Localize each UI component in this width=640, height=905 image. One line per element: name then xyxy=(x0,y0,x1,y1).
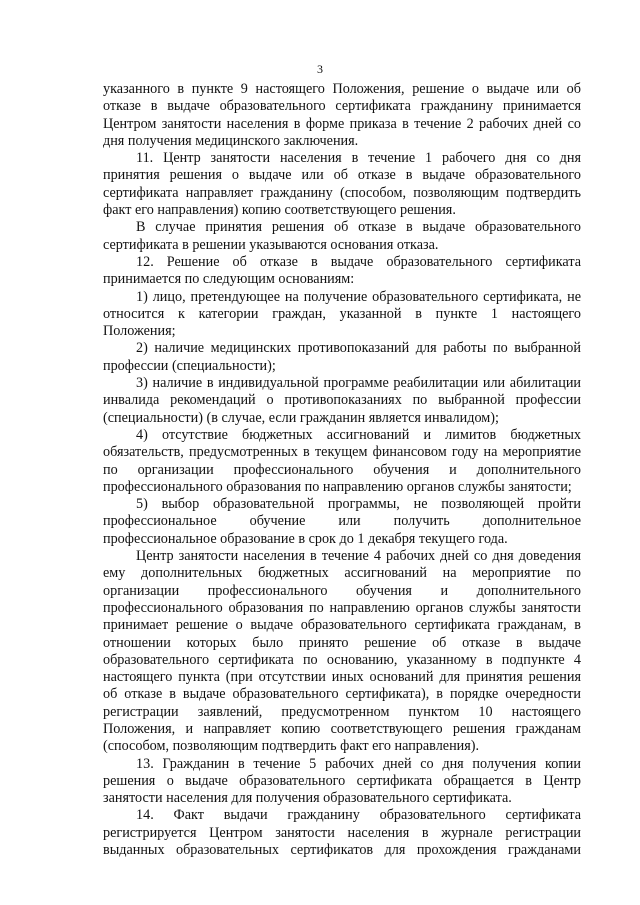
text-line: указанного в пункте 9 настоящего Положения, решение о выдаче или об xyxy=(103,81,581,97)
text-line: настоящего пункта (при отсутствии иных оснований для принятия решения xyxy=(103,669,581,686)
text-line: принятия решения о выдаче или об отказе в выдаче образовательного xyxy=(103,167,581,184)
text-line: 14. Факт выдачи гражданину образовательного сертификата xyxy=(136,807,581,824)
text-line: относится к категории граждан, указанной в пункте 1 настоящего xyxy=(103,305,581,322)
text-line: Положения; xyxy=(103,323,176,340)
text-line: образовательного сертификата по основанию, указанному в подпункте 4 xyxy=(103,651,581,668)
text-line: регистрируется Центром занятости населения в журнале регистрации xyxy=(103,824,581,841)
text-line: (способом, позволяющим подтвердить факт его направления). xyxy=(103,738,480,755)
text-line: принимается по следующим основаниям: xyxy=(103,271,355,288)
text-line: факт его направления) копию соответствующего решения. xyxy=(103,202,456,219)
document-body-text xyxy=(103,81,581,859)
text-line: 1) лицо, претендующее на получение образовательного сертификата, не xyxy=(136,288,581,305)
text-line: 3) наличие в индивидуальной программе реабилитации или абилитации xyxy=(136,375,581,392)
text-line: организации профессионального обучения и дополнительного xyxy=(103,582,581,599)
text-line: Положения, и направляет копию соответствующего решения гражданам xyxy=(103,720,581,737)
text-line: (специальности) (в случае, если гражданин является инвалидом); xyxy=(103,409,499,426)
text-line: 4) отсутствие бюджетных ассигнований и лимитов бюджетных xyxy=(136,426,581,443)
text-line: занятости населения для получения образовательного сертификата. xyxy=(103,790,512,807)
text-line: 11. Центр занятости населения в течение 1 рабочего дня со дня xyxy=(136,150,581,167)
text-line: об отказе в выдаче образовательного сертификата), в порядке очередности xyxy=(103,686,581,703)
text-line: В случае принятия решения об отказе в выдаче образовательного xyxy=(136,219,581,236)
text-line: профессиональное образование в срок до 1 декабря текущего года. xyxy=(103,530,508,547)
text-line: 12. Решение об отказе в выдаче образовательного сертификата xyxy=(136,253,581,270)
text-line: 5) выбор образовательной программы, не позволяющей пройти xyxy=(136,496,581,513)
text-line: обязательств, предусмотренных в текущем финансовом году на мероприятие xyxy=(103,444,581,461)
text-line: 2) наличие медицинских противопоказаний для работы по выбранной xyxy=(136,340,581,357)
text-line: дня получения медицинского заключения. xyxy=(103,132,359,149)
text-line: выданных образовательных сертификатов для прохождения гражданами xyxy=(103,842,581,859)
page-number: 3 xyxy=(317,62,323,76)
text-line: принимает решение о выдаче образовательного сертификата гражданам, в xyxy=(103,617,581,634)
text-line: регистрации заявлений, предусмотренном пунктом 10 настоящего xyxy=(103,703,581,720)
text-line: сертификата в решении указываются основания отказа. xyxy=(103,236,439,253)
text-line: инвалида рекомендаций о противопоказаниях по выбранной профессии xyxy=(103,392,581,409)
text-line: отношении которых было принято решение об отказе в выдаче xyxy=(103,634,581,651)
text-line: профессиональное обучение или получить дополнительное xyxy=(103,513,581,530)
text-line: 13. Гражданин в течение 5 рабочих дней со дня получения копии xyxy=(136,755,581,772)
text-line: профессионального образования по направлению органов службы занятости; xyxy=(103,478,572,495)
text-line: сертификата направляет гражданину (способом, позволяющим подтвердить xyxy=(103,184,581,201)
text-line: Центром занятости населения в форме приказа в течение 2 рабочих дней со xyxy=(103,115,581,132)
text-line: Центр занятости населения в течение 4 рабочих дней со дня доведения xyxy=(136,548,581,565)
text-line: ему дополнительных бюджетных ассигнований на мероприятие по xyxy=(103,565,581,582)
text-line: по организации профессионального обучения и дополнительного xyxy=(103,461,581,478)
text-line: профессионального образования по направлению органов службы занятости xyxy=(103,599,581,616)
text-line: отказе в выдаче образовательного сертификата гражданину принимается xyxy=(103,98,581,115)
text-line: решения о выдаче образовательного сертификата обращается в Центр xyxy=(103,772,581,789)
text-line: профессии (специальности); xyxy=(103,357,276,374)
